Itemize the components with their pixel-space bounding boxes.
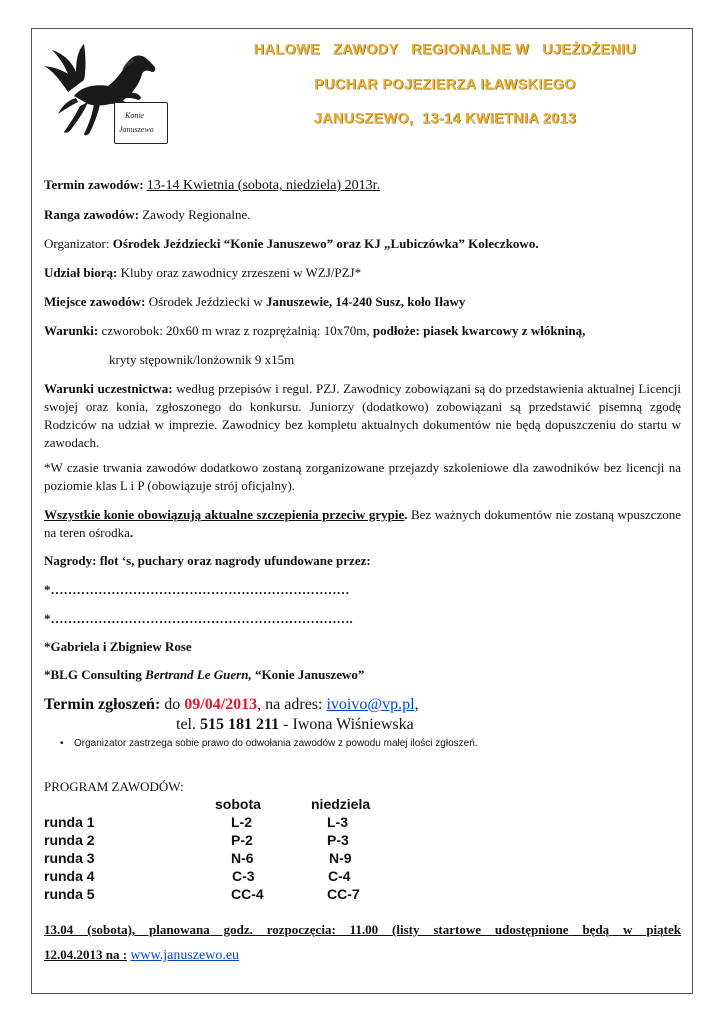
miejsce-value-plain: Ośrodek Jeździecki w	[148, 294, 263, 309]
title-line-3: JANUSZEWO, 13-14 KWIETNIA 2013	[313, 111, 577, 127]
program-row-sat: CC-4	[231, 886, 264, 902]
bullet-icon: •	[60, 738, 64, 749]
footer-line-2	[44, 947, 684, 964]
udzial-value: Kluby oraz zawodnicy zrzeszeni w WZJ/PZJ*	[120, 265, 362, 280]
warunki-value-plain: czworobok: 20x60 m wraz z rozprężalnią: 10x70m,	[101, 323, 370, 338]
footer-line-1	[44, 921, 681, 939]
termin-label: Termin zawodów:	[44, 177, 144, 192]
program-col-sobota: sobota	[215, 796, 261, 812]
termin-value: 13-14 Kwietnia (sobota, niedziela) 2013r.	[146, 178, 381, 193]
warunki-value-bold: podłoże: piasek kwarcowy z włókniną,	[372, 323, 586, 338]
logo	[38, 40, 170, 144]
warunki-uczestnictwa	[44, 380, 681, 452]
zgloszenia-date: 09/04/2013	[184, 696, 258, 713]
logo-text-line1: Konie	[125, 111, 145, 120]
tel-suffix: - Iwona Wiśniewska	[283, 716, 414, 733]
organizator	[44, 236, 684, 252]
nagrody-dots-2-text: *…………………………………………………………….	[44, 611, 353, 626]
organizator-value: Ośrodek Jeździecki “Konie Januszewo” oraz KJ „Lubiczówka” Koleczkowo.	[112, 236, 539, 251]
sponsor-1-text: *Gabriela i Zbigniew Rose	[44, 639, 192, 654]
zgloszenia-email-link[interactable]: ivoivo@vp.pl	[326, 696, 415, 713]
zgloszenia-na-adres: , na adres:	[257, 696, 323, 713]
program-row-sun: N-9	[329, 850, 352, 866]
szczepienia-text: Bez ważnych dokumentów nie zostaną wpuszczone na teren ośrodka	[44, 507, 682, 540]
nagrody-heading-text: Nagrody: flot ‘s, puchary oraz nagrody ufundowane przez:	[44, 553, 371, 568]
ranga-value: Zawody Regionalne.	[142, 207, 251, 222]
program-row-sat: L-2	[231, 814, 252, 830]
zgloszenia-do: do	[164, 696, 181, 713]
program-row-sun: P-3	[327, 832, 349, 848]
logo-text-line2: Januszewo	[119, 125, 154, 134]
program-row-sun: L-3	[327, 814, 348, 830]
program-heading: PROGRAM ZAWODÓW:	[44, 779, 184, 794]
program-row-sat: C-3	[232, 868, 255, 884]
warunki	[44, 323, 684, 339]
program-row-name: runda 3	[44, 850, 95, 866]
uczestnictwo-label: Warunki uczestnictwa:	[44, 381, 173, 396]
udzial-label: Udział biorą:	[44, 265, 118, 280]
sponsor-2-italic: Bertrand Le Guern,	[145, 667, 252, 682]
szczepienia: Wszystkie konie obowiązują aktualne szczepienia przeciw grypie. Bez ważnych dokumentów nie zostaną wpuszczone na teren ośrodka.	[44, 507, 682, 540]
termin-zawodow	[44, 177, 684, 194]
sponsor-2-suffix: “Konie Januszewo”	[254, 667, 365, 682]
program-row-name: runda 5	[44, 886, 95, 902]
udzial-biora	[44, 265, 684, 281]
uczestnictwo-text: według przepisów i regul. PZJ. Zawodnicy zobowiązani są do przedstawienia aktualnej Licencji swojej oraz konia, zgłoszonego do konkursu. Juniorzy (dodatkowo) zobowiązani są przedstawić pisemną zgodę Rodziców na udział w imprezie. Zawodnicy bez kompletu aktualnych dokumentów nie będą dopuszczeniu do startu w zawodach.	[44, 381, 681, 450]
program-col-niedziela: niedziela	[311, 796, 371, 812]
miejsce-value-bold: Januszewie, 14-240 Susz, koło Iławy	[266, 294, 466, 309]
warunki-label: Warunki:	[44, 323, 99, 338]
ranga-label: Ranga zawodów:	[44, 207, 139, 222]
program-row-name: runda 2	[44, 832, 95, 848]
sponsor-1	[44, 639, 684, 655]
organizator-label: Organizator:	[44, 236, 110, 251]
zgloszenia-tel	[176, 715, 725, 735]
website-link[interactable]: www.januszewo.eu	[130, 948, 240, 963]
nagrody-heading	[44, 553, 684, 569]
note-text: Organizator zastrzega sobie prawo do odwołania zawodów z powodu małej ilości zgłoszeń.	[74, 738, 478, 749]
tel-number: 515 181 211	[200, 716, 280, 733]
program-row-sun: C-4	[328, 868, 351, 884]
nagrody-dots-1	[44, 582, 684, 598]
title-line-1: HALOWE ZAWODY REGIONALNE W UJEŻDŻENIU	[253, 42, 637, 58]
sponsor-2	[44, 667, 684, 683]
sponsor-2-prefix: *BLG Consulting	[44, 667, 142, 682]
nagrody-dots-2	[44, 611, 684, 627]
program-row-name: runda 4	[44, 868, 95, 884]
miejsce-label: Miejsce zawodów:	[44, 294, 146, 309]
program-row-sat: N-6	[231, 850, 254, 866]
nagrody-dots-1-text: *……………………………………………………………	[44, 582, 350, 597]
miejsce-zawodow	[44, 294, 684, 310]
footer-line-1-text: 13.04 (sobota), planowana godz. rozpoczęcia: 11.00 (listy startowe udostępnione będą w piątek	[44, 922, 681, 937]
program-row-sun: CC-7	[327, 886, 360, 902]
logo-sign	[114, 102, 168, 144]
title-line-2: PUCHAR POJEZIERZA IŁAWSKIEGO	[314, 77, 576, 93]
warunki-line-2: kryty stępownik/lonżownik 9 x15m	[109, 352, 295, 367]
szczepienia-bold: Wszystkie konie obowiązują aktualne szczepienia przeciw grypie	[44, 507, 405, 522]
szkolenie-note: *W czasie trwania zawodów dodatkowo zostaną zorganizowane przejazdy szkoleniowe dla zawodników bez licencji na poziomie klas L i P (obowiązuje strój oficjalny).	[44, 460, 681, 493]
tel-prefix: tel.	[176, 716, 196, 733]
ranga-zawodow	[44, 207, 684, 223]
zgloszenia-label: Termin zgłoszeń:	[44, 696, 161, 713]
termin-zgloszen: Termin zgłoszeń: do 09/04/2013, na adres: ivoivo@vp.pl,	[44, 696, 419, 713]
zgloszenia-note	[60, 737, 700, 750]
program-row-sat: P-2	[231, 832, 253, 848]
program-row-name: runda 1	[44, 814, 95, 830]
footer-line-2-text: 12.04.2013 na :	[44, 947, 128, 962]
